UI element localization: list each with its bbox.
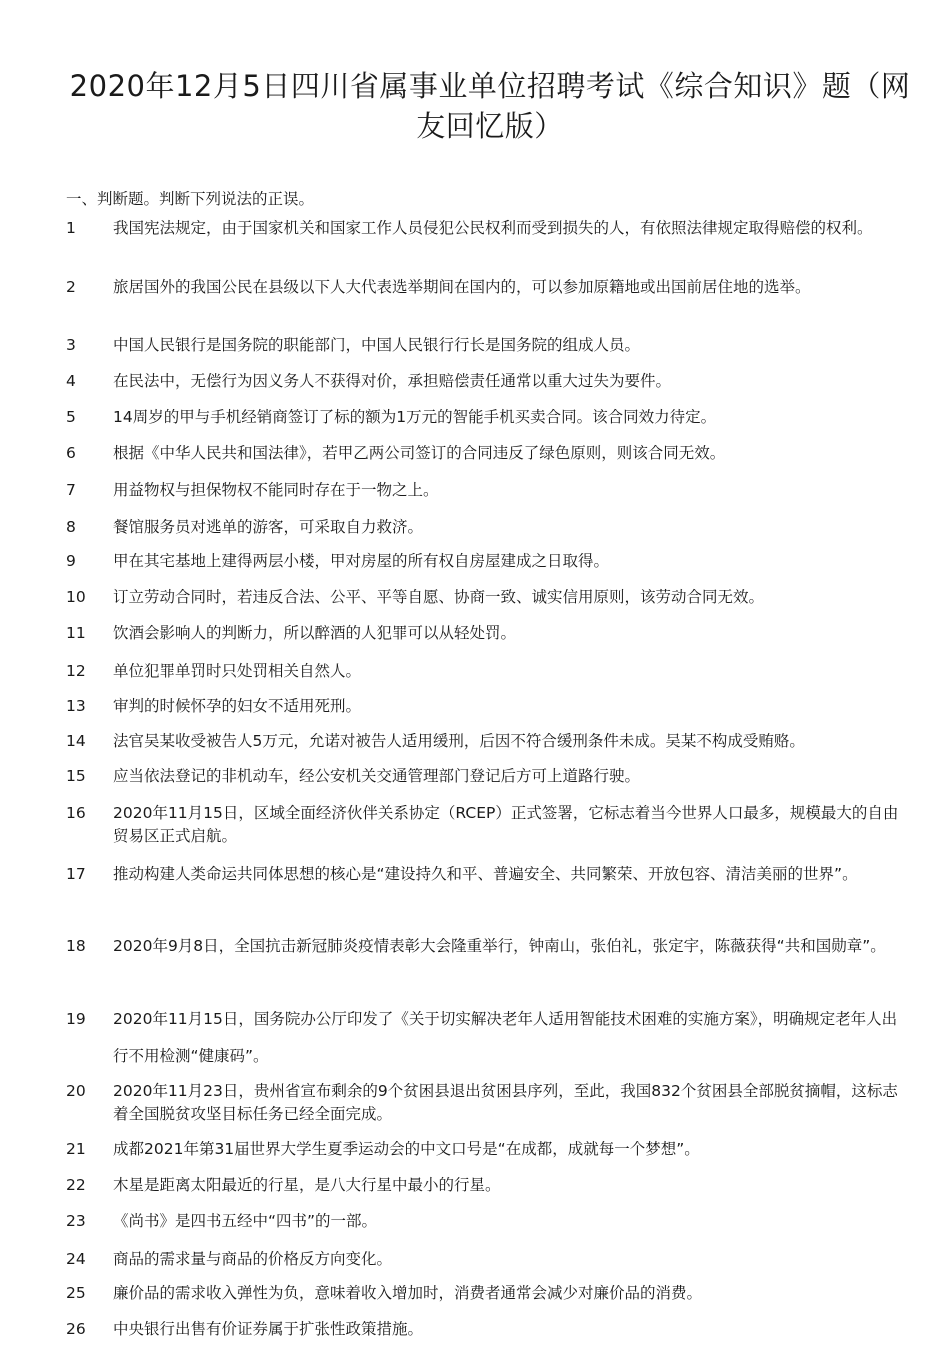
question-text: 推动构建人类命运共同体思想的核心是“建设持久和平、普遍安全、共同繁荣、开放包容、清洁美丽的世界”。 [113, 865, 858, 883]
question-number: 3 [66, 336, 76, 354]
question-number: 17 [66, 865, 86, 883]
question-text: 旅居国外的我国公民在县级以下人大代表选举期间在国内的，可以参加原籍地或出国前居住地的选举。 [113, 278, 811, 296]
question-number: 16 [66, 804, 86, 822]
question-text: 订立劳动合同时，若违反合法、公平、平等自愿、协商一致、诚实信用原则，该劳动合同无效。 [113, 588, 765, 606]
question-text: 2020年11月15日，区域全面经济伙伴关系协定（RCEP）正式签署，它标志着当今世界人口最多，规模最大的自由贸易区正式启航。 [113, 804, 899, 845]
question-number: 5 [66, 408, 76, 426]
question-text: 餐馆服务员对逃单的游客，可采取自力救济。 [113, 518, 424, 536]
question-number: 19 [66, 1010, 86, 1028]
question-text: 在民法中，无偿行为因义务人不获得对价，承担赔偿责任通常以重大过失为要件。 [113, 372, 672, 390]
question-number: 4 [66, 372, 76, 390]
question-number: 1 [66, 219, 76, 237]
question-number: 21 [66, 1140, 86, 1158]
question-number: 13 [66, 697, 86, 715]
question-text: 廉价品的需求收入弹性为负，意味着收入增加时，消费者通常会减少对廉价品的消费。 [113, 1284, 703, 1302]
question-text: 成都2021年第31届世界大学生夏季运动会的中文口号是“在成都，成就每一个梦想”。 [113, 1140, 700, 1158]
question-text: 甲在其宅基地上建得两层小楼，甲对房屋的所有权自房屋建成之日取得。 [113, 552, 610, 570]
question-number: 18 [66, 937, 86, 955]
question-text: 根据《中华人民共和国法律》，若甲乙两公司签订的合同违反了绿色原则，则该合同无效。 [113, 444, 726, 462]
question-number: 2 [66, 278, 76, 296]
document-title: 2020年12月5日四川省属事业单位招聘考试《综合知识》题（网友回忆版） [69, 69, 911, 143]
question-text: 饮酒会影响人的判断力，所以醉酒的人犯罪可以从轻处罚。 [113, 624, 517, 642]
question-text: 审判的时候怀孕的妇女不适用死刑。 [113, 697, 362, 715]
question-text: 用益物权与担保物权不能同时存在于一物之上。 [113, 481, 439, 499]
question-text: 法官吴某收受被告人5万元，允诺对被告人适用缓刑，后因不符合缓刑条件未成。吴某不构成受贿赂。 [113, 732, 805, 750]
question-text: 商品的需求量与商品的价格反方向变化。 [113, 1250, 393, 1268]
question-text: 中国人民银行是国务院的职能部门，中国人民银行行长是国务院的组成人员。 [113, 336, 641, 354]
question-number: 25 [66, 1284, 86, 1302]
question-number: 26 [66, 1320, 86, 1338]
question-number: 14 [66, 732, 86, 750]
question-number: 24 [66, 1250, 86, 1268]
question-number: 6 [66, 444, 76, 462]
question-text: 我国宪法规定，由于国家机关和国家工作人员侵犯公民权利而受到损失的人，有依照法律规定取得赔偿的权利。 [113, 219, 873, 237]
question-text: 中央银行出售有价证券属于扩张性政策措施。 [113, 1320, 424, 1338]
question-text: 木星是距离太阳最近的行星，是八大行星中最小的行星。 [113, 1176, 501, 1194]
question-number: 15 [66, 767, 86, 785]
question-text: 《尚书》是四书五经中“四书”的一部。 [113, 1212, 378, 1230]
question-number: 10 [66, 588, 86, 606]
question-number: 8 [66, 518, 76, 536]
question-number: 12 [66, 662, 86, 680]
question-number: 22 [66, 1176, 86, 1194]
question-text: 应当依法登记的非机动车，经公安机关交通管理部门登记后方可上道路行驶。 [113, 767, 641, 785]
question-text: 单位犯罪单罚时只处罚相关自然人。 [113, 662, 362, 680]
question-number: 7 [66, 481, 76, 499]
question-text: 2020年9月8日，全国抗击新冠肺炎疫情表彰大会隆重举行，钟南山，张伯礼，张定宇，陈薇获得“共和国勋章”。 [113, 937, 886, 955]
question-number: 20 [66, 1082, 86, 1100]
question-text: 2020年11月23日，贵州省宣布剩余的9个贫困县退出贫困县序列，至此，我国832个贫困县全部脱贫摘帽，这标志着全国脱贫攻坚目标任务已经全面完成。 [113, 1082, 898, 1123]
question-text: 2020年11月15日，国务院办公厅印发了《关于切实解决老年人适用智能技术困难的实施方案》，明确规定老年人出行不用检测“健康码”。 [113, 1010, 898, 1065]
section-heading: 一、判断题。判断下列说法的正误。 [66, 190, 315, 208]
question-number: 23 [66, 1212, 86, 1230]
question-text: 14周岁的甲与手机经销商签订了标的额为1万元的智能手机买卖合同。该合同效力待定。 [113, 408, 717, 426]
question-number: 11 [66, 624, 86, 642]
question-number: 9 [66, 552, 76, 570]
